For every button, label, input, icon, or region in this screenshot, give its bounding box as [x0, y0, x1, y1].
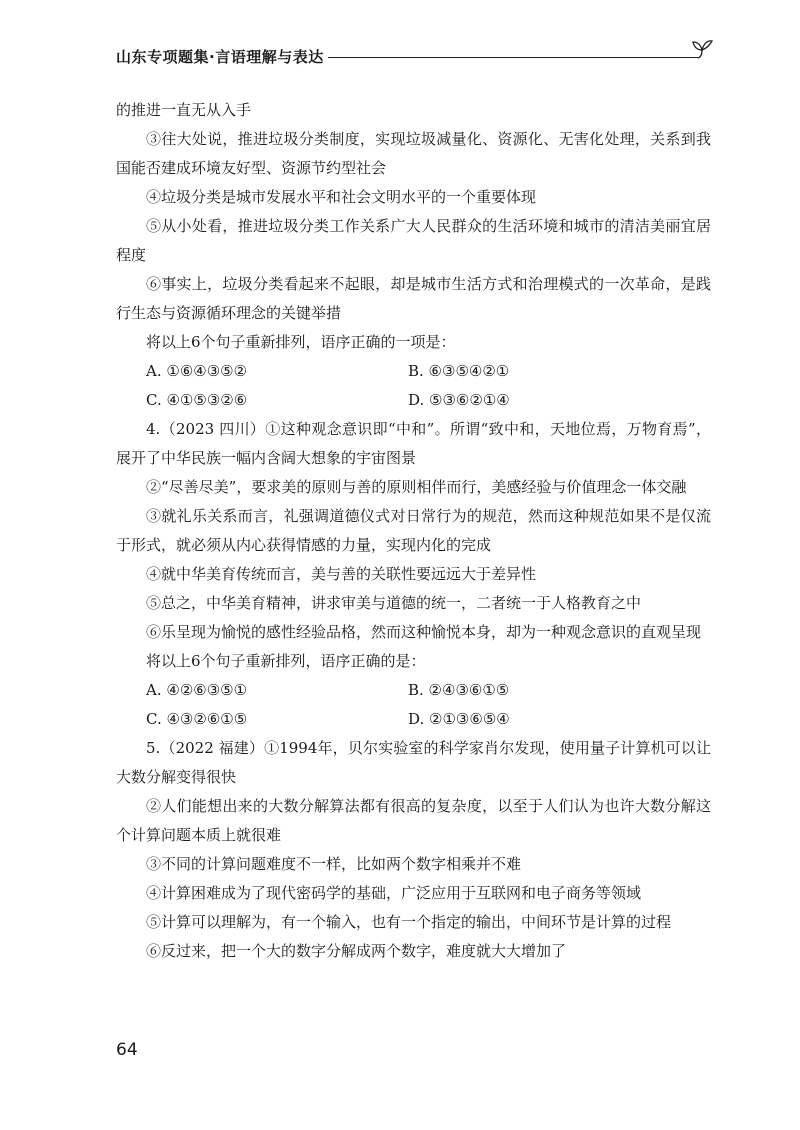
q3-option-c: C. ④①⑤③②⑥	[146, 391, 248, 409]
q5-sentence-5: ⑤计算可以理解为，有一个输入，也有一个指定的输出，中间环节是计算的过程	[146, 913, 672, 931]
q3-options	[116, 357, 711, 415]
q4-option-b: B. ②④③⑥①⑤	[408, 681, 510, 699]
q4-sentence-2: ②“尽善尽美”，要求美的原则与善的原则相伴而行，美感经验与价值理念一体交融	[146, 478, 687, 496]
q4-sentence-4: ④就中华美育传统而言，美与善的关联性要远远大于差异性	[146, 565, 537, 583]
q3-option-b: B. ⑥③⑤④②①	[408, 362, 510, 380]
header-rule	[328, 57, 698, 58]
q3-continuation: 的推进一直无从入手	[116, 101, 252, 119]
q5-sentence-4: ④计算困难成为了现代密码学的基础，广泛应用于互联网和电子商务等领域	[146, 884, 642, 902]
q4-sentence-6: ⑥乐呈现为愉悦的感性经验品格，然而这种愉悦本身，却为一种观念意识的直观呈现	[146, 623, 702, 641]
page-number: 64	[116, 1040, 138, 1060]
sprout-icon	[682, 38, 722, 68]
q4-options	[116, 676, 711, 734]
q4-sentence-3: ③就礼乐关系而言，礼强调道德仪式对日常行为的规范，然而这种规范如果不是仅流于形式，就必须从内心获得情感的力量，实现内化的完成	[116, 507, 711, 554]
q3-sentence-4: ④垃圾分类是城市发展水平和社会文明水平的一个重要体现	[146, 188, 537, 206]
running-header	[116, 38, 726, 70]
q5-sentence-1: 5.（2022 福建）①1994年，贝尔实验室的科学家肖尔发现，使用量子计算机可以让大数分解变得很快	[116, 739, 711, 786]
q5-sentence-2: ②人们能想出来的大数分解算法都有很高的复杂度，以至于人们认为也许大数分解这个计算问题本质上就很难	[116, 797, 711, 844]
q3-sentence-3: ③往大处说，推进垃圾分类制度，实现垃圾减量化、资源化、无害化处理，关系到我国能否建成环境友好型、资源节约型社会	[116, 130, 711, 177]
q5-sentence-6: ⑥反过来，把一个大的数字分解成两个数字，难度就大大增加了	[146, 942, 567, 960]
q3-prompt: 将以上6个句子重新排列，语序正确的一项是：	[146, 333, 456, 351]
q3-sentence-6: ⑥事实上，垃圾分类看起来不起眼，却是城市生活方式和治理模式的一次革命，是践行生态与资源循环理念的关键举措	[116, 275, 711, 322]
q4-sentence-1: 4.（2023 四川）①这种观念意识即“中和”。所谓“致中和，天地位焉，万物育焉”，展开了中华民族一幅内含阔大想象的宇宙图景	[116, 420, 711, 467]
q3-option-a: A. ①⑥④③⑤②	[146, 362, 248, 380]
q5-sentence-3: ③不同的计算问题难度不一样，比如两个数字相乘并不难	[146, 855, 522, 873]
q3-sentence-5: ⑤从小处看，推进垃圾分类工作关系广大人民群众的生活环境和城市的清洁美丽宜居程度	[116, 217, 711, 264]
q4-option-c: C. ④③②⑥①⑤	[146, 710, 248, 728]
q4-option-a: A. ④②⑥③⑤①	[146, 681, 248, 699]
page-body	[116, 96, 711, 966]
q3-option-d: D. ⑤③⑥②①④	[408, 391, 510, 409]
q4-option-d: D. ②①③⑥⑤④	[408, 710, 510, 728]
header-title: 山东专项题集·言语理解与表达	[116, 48, 324, 66]
q4-sentence-5: ⑤总之，中华美育精神，讲求审美与道德的统一，二者统一于人格教育之中	[146, 594, 642, 612]
q4-prompt: 将以上6个句子重新排列，语序正确的是：	[146, 652, 426, 670]
